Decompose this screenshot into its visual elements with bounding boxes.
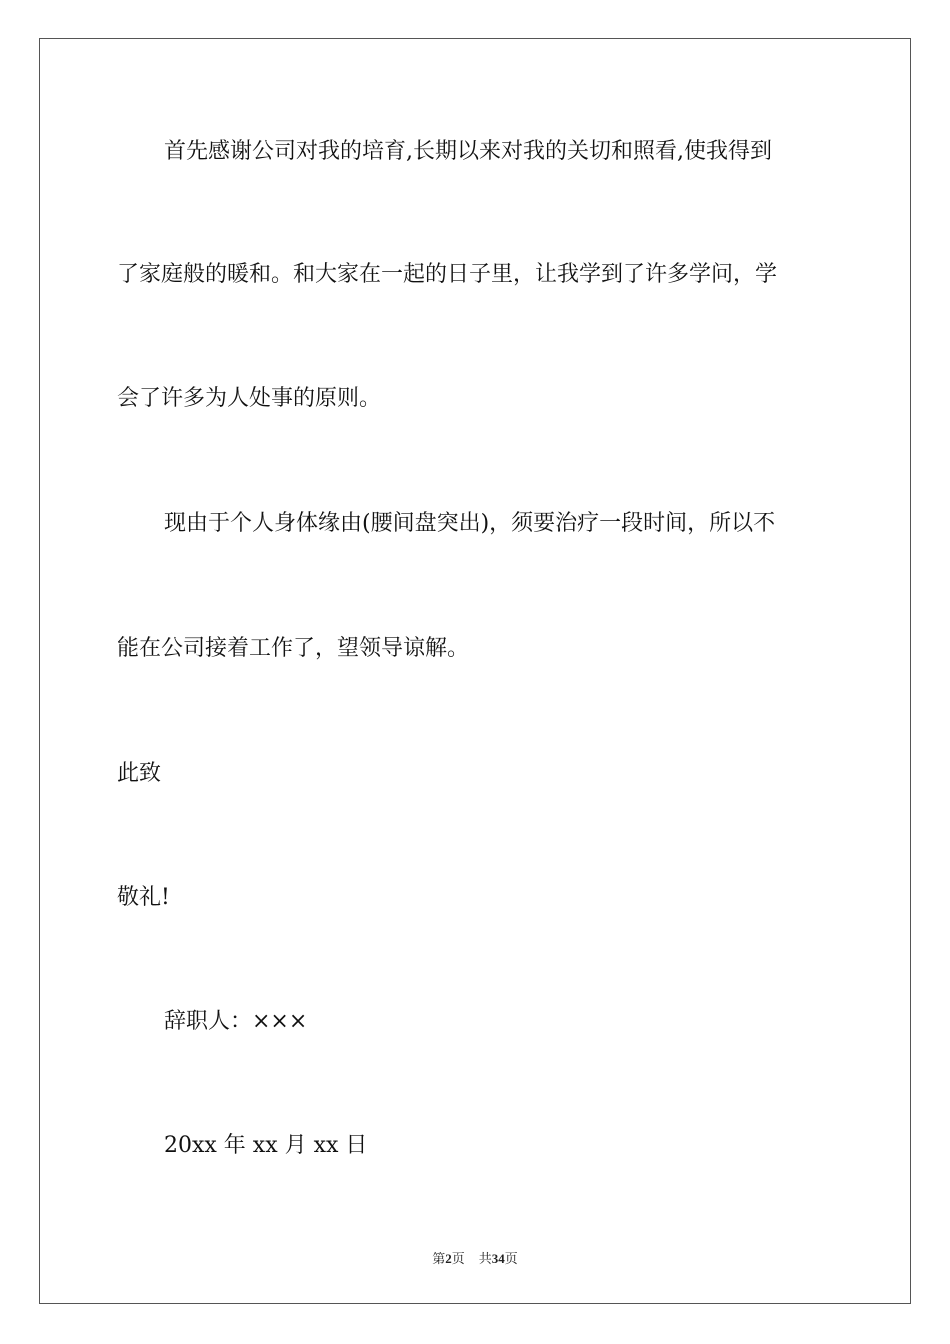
paragraph-2-line-2: 能在公司接着工作了，望领导谅解。 <box>117 636 470 661</box>
paragraph-2-line-1: 现由于个人身体缘由(腰间盘突出)，须要治疗一段时间，所以不 <box>164 511 776 536</box>
page-frame <box>39 38 911 1304</box>
page-suffix: 页 <box>451 1252 465 1267</box>
page-footer <box>0 1248 950 1267</box>
paragraph-1-line-2: 了家庭般的暖和。和大家在一起的日子里，让我学到了许多学问，学 <box>117 262 778 287</box>
date-line: 20xx 年 xx 月 xx 日 <box>164 1133 368 1158</box>
signature-line: 辞职人：××× <box>164 1009 308 1034</box>
paragraph-1-line-1: 首先感谢公司对我的培育,长期以来对我的关切和照看,使我得到 <box>164 139 772 164</box>
page-total: 34 <box>491 1251 505 1266</box>
page-current: 2 <box>445 1251 452 1266</box>
closing-line-2: 敬礼! <box>117 885 170 910</box>
total-prefix: 共 <box>478 1252 492 1267</box>
closing-line-1: 此致 <box>117 761 162 786</box>
page-prefix: 第 <box>432 1252 446 1267</box>
total-suffix: 页 <box>504 1252 518 1267</box>
paragraph-1-line-3: 会了许多为人处事的原则。 <box>117 386 382 411</box>
